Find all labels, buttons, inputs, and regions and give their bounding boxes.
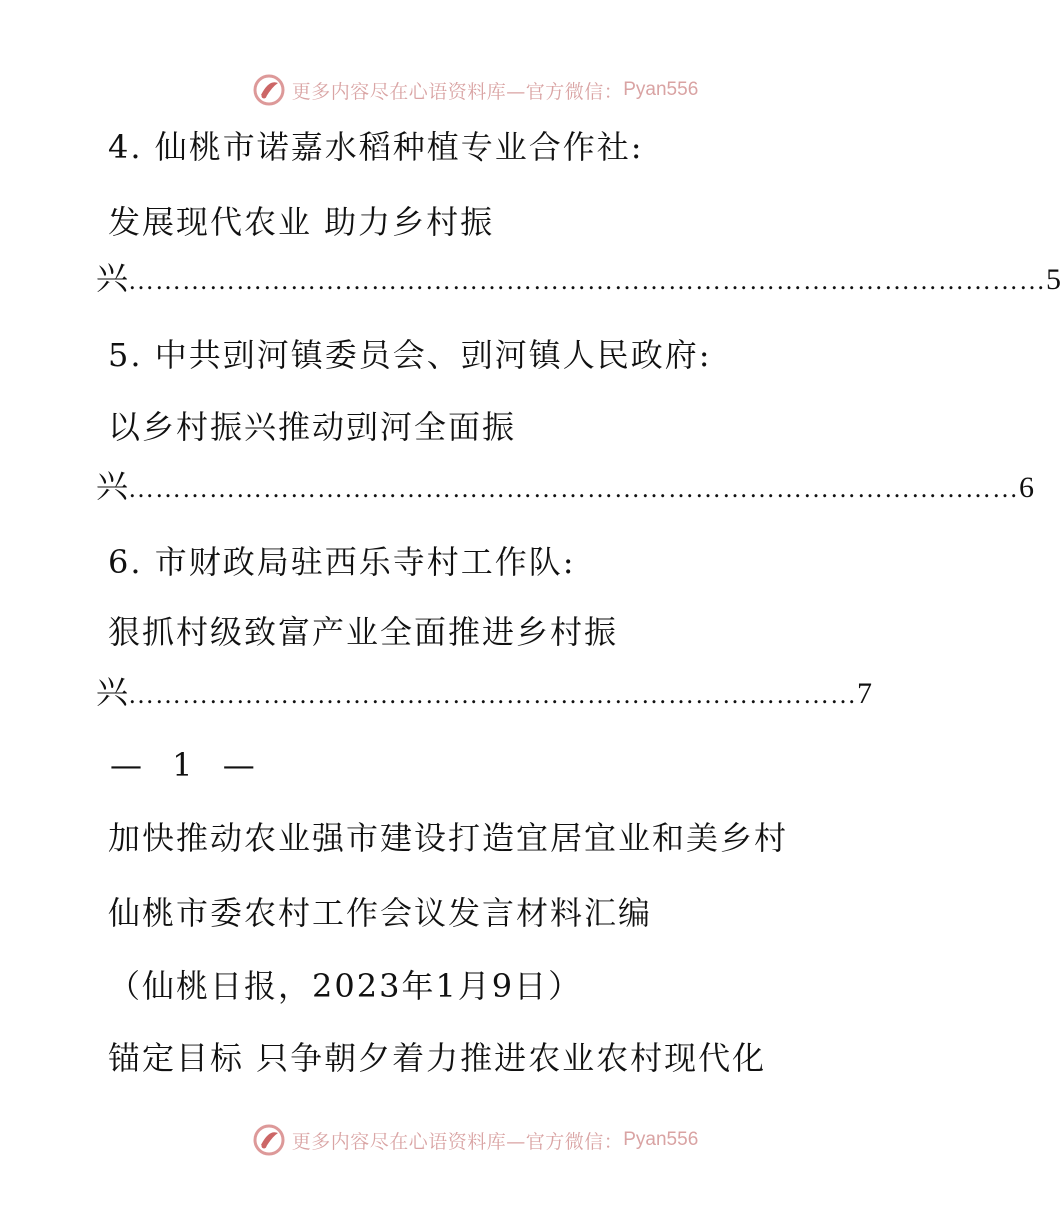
toc-title-6: 狠抓村级致富产业全面推进乡村振: [108, 613, 619, 651]
logo-icon: [252, 1123, 286, 1157]
watermark-handle: Pyan556: [623, 79, 699, 100]
page-number-4: 5: [1046, 263, 1061, 296]
toc-tail-4: 兴: [96, 259, 129, 297]
toc-title-4: 发展现代农业 助力乡村振: [108, 203, 495, 241]
watermark-handle: Pyan556: [623, 1129, 699, 1150]
page-footer-number: — 1 —: [110, 746, 265, 784]
toc-heading-6: 6. 市财政局驻西乐寺村工作队:: [108, 543, 576, 581]
body-heading-1: 加快推动农业强市建设打造宜居宜业和美乡村: [108, 819, 789, 857]
logo-icon: [252, 73, 286, 107]
page-number-5: 6: [1019, 471, 1035, 504]
watermark-banner-top: [0, 70, 950, 110]
body-heading-3: 锚定目标 只争朝夕着力推进农业农村现代化: [108, 1039, 767, 1077]
toc-leader-4: [96, 258, 1061, 301]
toc-tail-6: 兴: [96, 673, 129, 711]
toc-title-5: 以乡村振兴推动剅河全面振: [108, 408, 517, 446]
page-number-6: 7: [857, 677, 873, 710]
toc-tail-5: 兴: [96, 467, 129, 505]
body-heading-2: 仙桃市委农村工作会议发言材料汇编: [108, 894, 653, 932]
toc-heading-5: 5. 中共剅河镇委员会、剅河镇人民政府:: [108, 336, 712, 374]
dot-leader: ………………………………………………………………………………………: [128, 474, 1020, 503]
dot-leader: …………………………………………………………………………………………: [128, 266, 1047, 295]
toc-leader-6: [96, 672, 872, 715]
watermark-banner-bottom: [0, 1120, 950, 1160]
body-source-line: （仙桃日报，2023年1月9日）: [108, 967, 583, 1005]
watermark-text: 更多内容尽在心语资料库—官方微信：: [291, 80, 624, 103]
toc-heading-4: 4. 仙桃市诺嘉水稻种植专业合作社:: [108, 128, 644, 166]
dot-leader: ………………………………………………………………………: [128, 680, 858, 709]
watermark-text: 更多内容尽在心语资料库—官方微信：: [291, 1130, 624, 1153]
toc-leader-5: [96, 466, 1034, 509]
